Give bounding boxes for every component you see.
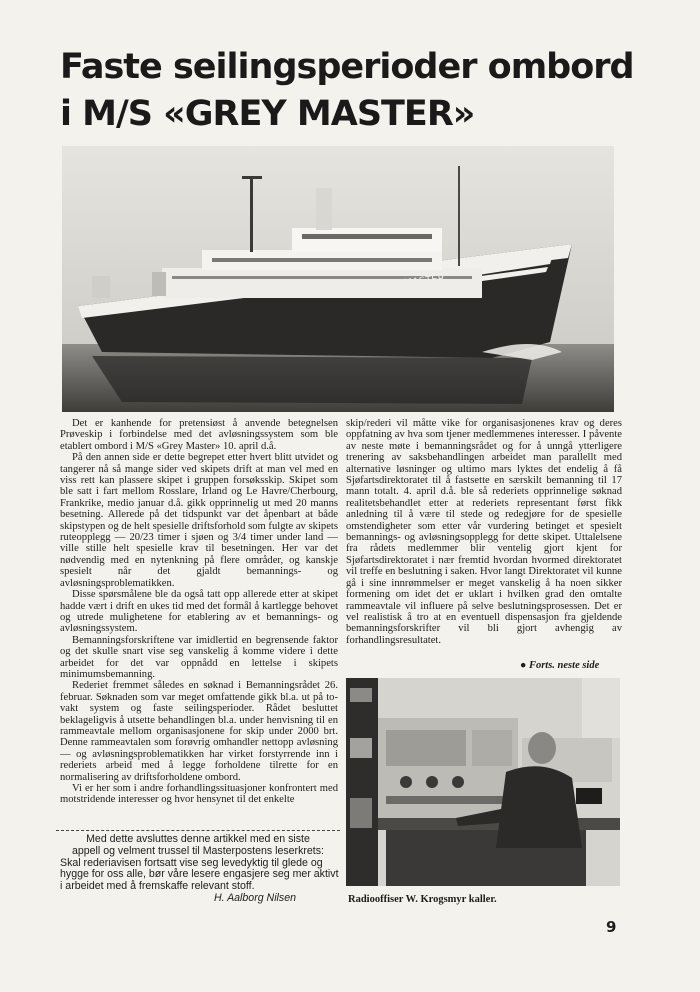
appeal-box bbox=[56, 830, 340, 905]
article-paragraph: Rederiet fremmet således en søknad i Bemanningsrådet 26. februar. Søknaden som var meget omfattende gikk bl.a. ut på to-vakt system og faste seilingsperioder. Rådet besluttet beklageligvis å utsette behandlingen bl.a. under henvisning til en rammeavtale mellom organisasjonene for skip under 2000 brt. Denne rammeavtalen som forøvrig omhandler nettopp avløsning — og avløsningsproblematikken har virket forstyrrende inn i rederiets arbeid med å legge forholdene tilrette for en normalisering av driftsforholdene ombord. bbox=[60, 680, 338, 783]
article-column-left bbox=[60, 418, 338, 806]
appeal-body: Skal rederiavisen fortsatt vise seg levedyktig til glede og hygge for oss alle, bør våre lesere engasjere seg mer aktivt i arbeidet med å fremskaffe relevant stoff. bbox=[60, 856, 339, 893]
article-paragraph: Bemanningsforskriftene var imidlertid en begrensende faktor og det skulle snart vise seg vanskelig å komme videre i dette arbeidet for det var oppnådd en lettelse i skipets minimumsbemanning. bbox=[60, 634, 338, 680]
page-number: 9 bbox=[606, 918, 617, 936]
article-column-right bbox=[346, 418, 622, 646]
photo-caption: Radiooffiser W. Krogsmyr kaller. bbox=[348, 894, 497, 905]
headline-line-1: Faste seilingsperioder ombord bbox=[60, 47, 634, 87]
radio-officer-photo bbox=[346, 678, 620, 886]
bullet-icon: ● bbox=[520, 660, 529, 671]
continued-text: Forts. neste side bbox=[528, 660, 600, 671]
article-paragraph: Disse spørsmålene ble da også tatt opp allerede etter at skipet hadde vært i drift en ukes tid med det formål å kartlegge behovet og utrede mulighetene for etablering av et bemannings- og avløsningssystem. bbox=[60, 589, 338, 635]
appeal-line-2: appell og velment trussel til Masterpostens leserkrets: bbox=[71, 844, 324, 857]
article-paragraph: Det er kanhende for pretensiøst å anvende betegnelsen Prøveskip i forbindelse med det avløsningssystem som ble etablert ombord i M/S «Grey Master» 10. april d.å. bbox=[60, 418, 338, 452]
article-paragraph: Vi er her som i andre forhandlingssituasjoner konfrontert med motstridende interesser og hvor hensynet til det enkelte bbox=[60, 783, 338, 806]
appeal-line-1: Med dette avsluttes denne artikkel med en siste bbox=[86, 833, 310, 845]
article-paragraph: På den annen side er dette begrepet etter hvert blitt utvidet og tangerer nå så mange sider ved skipets drift at man vel med en viss rett kan plassere skipet i gruppen forsøksskip. Skipet som ble satt i fart mellom Rosslare, Irland og Le Havre/Cherbourg, Frankrike, medio januar d.å. gikk opprinnelig ut med 20 manns besetning. Allerede på det tidspunkt var det åpenbart at både skipstypen og de helt spesielle driftsforhold som fulgte av skipets ruteopplegg — 20/23 timer i sjøen og 3/4 timer under land — ville stille helt spesielle krav til besetningen. Her var det nødvendig med en nytenkning på flere områder, og kanskje spesielt når det gjaldt bemannings- og avløsningsproblematikken. bbox=[60, 452, 338, 589]
article-paragraph: skip/rederi vil måtte vike for organisasjonenes krav og deres oppfatning av hva som tjener medlemmenes interesser. I påvente av neste møte i bemanningsrådet og for å unngå ytterligere trenering av saksbehandlingen arbeidet man parallellt med alternative løsninger og ultimo mars lyktes det endelig å få Sjøfartsdirektoratet til å fastsette en særskilt bemanning til 17 mann totalt. 4. april d.å. ble så rederiets opprinnelige søknad realitetsbehandlet etter at rederiets representant først fikk anledning til å være til stede og redegjøre for de spesielle omstendigheter som etter vår vurdering betinget et spesielt bemannings- og avløsningsopplegg for dette skipet. Uttalelsene fra rådets medlemmer blir ventelig gjort kjent for Sjøfartsdirektoratet i nær fremtid hvordan hvormed direktoratet vil treffe en beslutning i saken. Hvor langt Direktoratet vil kunne gå i sine innrømmelser er meget vanskelig å ha noen sikker formening om idet det er uklart i hvilken grad den omtalte rammeavtale vil influere på selve beslutningsprosessen. Det er vel realistisk å tro at en eventuell dispensasjon fra gjeldende bemanningsforskrifter vil bli gjort avhengig av forhandlingsresultatet. bbox=[346, 418, 622, 646]
ship-photo bbox=[62, 146, 614, 412]
continued-note bbox=[520, 660, 599, 671]
appeal-signature: H. Aalborg Nilsen bbox=[213, 891, 296, 904]
hull-name: GREY MASTER bbox=[373, 273, 446, 293]
headline-line-2: i M/S «GREY MASTER» bbox=[60, 94, 475, 134]
article-headline bbox=[60, 44, 640, 138]
